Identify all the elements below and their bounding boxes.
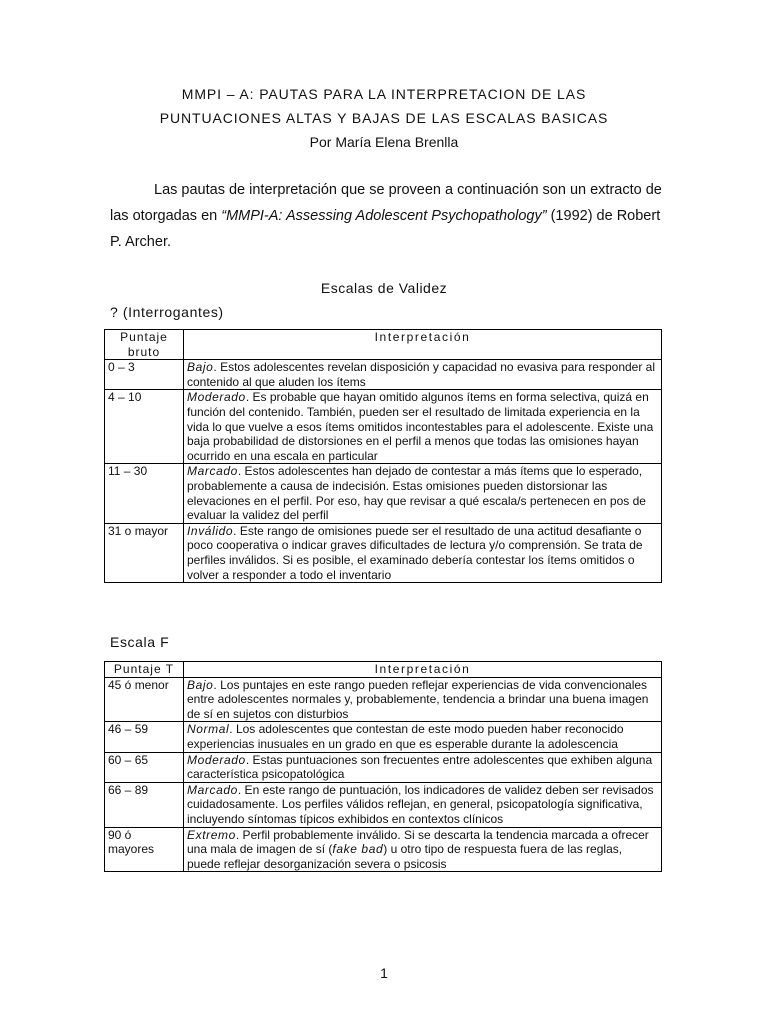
score-cell: 46 – 59: [105, 722, 184, 752]
fake-bad-term: fake bad: [332, 842, 384, 857]
table-row: [105, 677, 662, 722]
score-cell: 4 – 10: [105, 390, 184, 464]
interpretation-text: . Estas puntuaciones son frecuentes entre adolescentes que exhiben alguna característica psicopatológica: [187, 752, 653, 782]
interpretation-cell: [184, 782, 662, 827]
interpretation-text: . Estos adolescentes revelan disposición y capacidad no evasiva para responder al contenido al que aluden los ítems: [187, 360, 656, 389]
interpretation-cell: [184, 360, 662, 390]
interrogantes-title: ? (Interrogantes): [110, 304, 224, 320]
table-row: [105, 752, 662, 782]
table-row: [105, 360, 662, 390]
column-header-score: Puntaje bruto: [105, 330, 184, 360]
interpretation-cell: [184, 523, 662, 582]
interpretation-cell: [184, 722, 662, 752]
interpretation-text: . En este rango de puntuación, los indicadores de validez deben ser revisados cuidadosamente. Los perfiles válidos reflejan, en general, psicopatología significativa, incluyendo síntomas típicos exhibidos en contextos clínicos: [187, 782, 654, 826]
score-cell: 60 – 65: [105, 752, 184, 782]
intro-paragraph: [110, 177, 670, 255]
intro-text-a: Las pautas de interpretación que se proveen a continuación son un extracto de las otorgadas en: [110, 182, 662, 224]
validity-section-title: Escalas de Validez: [320, 280, 448, 296]
document-title-line-1: MMPI – A: PAUTAS PARA LA INTERPRETACION DE LAS: [181, 86, 587, 102]
level-label: Bajo: [187, 360, 214, 375]
interpretation-text: . Perfil probablemente inválido. Si se descarta la tendencia marcada a ofrecer una mala de imagen de sí (: [187, 827, 649, 857]
score-cell: 31 o mayor: [105, 523, 184, 582]
column-header-interpretation: Interpretación: [184, 330, 662, 360]
interpretation-text: . Es probable que hayan omitido algunos ítems en forma selectiva, quizá en función del contenido. También, pueden ser el resultado de limitada experiencia en la vida lo que vuelve a esos ítems omitidos incontestables para el adolescente. Existe una baja probabilidad de distorsiones en el perfil a menos que todas las omisiones hayan ocurrido en una escala en particular: [187, 390, 654, 463]
table-row: [105, 523, 662, 582]
level-label: Inválido: [187, 523, 234, 538]
table-row: [105, 722, 662, 752]
level-label: Bajo: [187, 677, 214, 692]
level-label: Moderado: [187, 390, 246, 405]
score-cell: 90 ó mayores: [105, 827, 184, 872]
column-header-score: Puntaje T: [105, 662, 184, 678]
score-cell: 11 – 30: [105, 464, 184, 523]
interpretation-cell: [184, 752, 662, 782]
document-author: Por María Elena Brenlla: [309, 134, 459, 150]
interpretation-cell: [184, 464, 662, 523]
intro-text-b: (1992) de Robert P. Archer.: [110, 208, 661, 250]
score-cell: 45 ó menor: [105, 677, 184, 722]
interrogantes-table: [104, 329, 662, 583]
level-label: Normal: [187, 722, 230, 737]
intro-book-title: “MMPI-A: Assessing Adolescent Psychopathology”: [221, 208, 547, 224]
score-cell: 66 – 89: [105, 782, 184, 827]
interpretation-text-cont: ) u otro tipo de respuesta fuera de las reglas, puede reflejar desorganización severa o psicosis: [187, 842, 623, 871]
level-label: Marcado: [187, 782, 238, 797]
escala-f-title: Escala F: [110, 634, 170, 650]
interpretation-text: . Este rango de omisiones puede ser el resultado de una actitud desafiante o poco cooperativa o indicar graves dificultades de lectura y/o comprensión. Se trata de perfiles inválidos. Si es posible, el examinado debería contestar los ítems omitidos o volver a responder a todo el inventario: [187, 523, 643, 582]
table-header-row: [105, 330, 662, 360]
table-header-row: [105, 662, 662, 678]
table-row: [105, 390, 662, 464]
table-row: [105, 782, 662, 827]
level-label: Marcado: [187, 464, 238, 479]
table-row: [105, 464, 662, 523]
interpretation-cell: [184, 827, 662, 872]
page-number: 1: [380, 965, 388, 981]
column-header-interpretation: Interpretación: [184, 662, 662, 678]
level-label: Extremo: [187, 827, 236, 842]
table-row: [105, 827, 662, 872]
interpretation-text: . Los adolescentes que contestan de este modo pueden haber reconocido experiencias inusuales en un grado en que es esperable durante la adolescencia: [187, 722, 624, 751]
interpretation-cell: [184, 677, 662, 722]
level-label: Moderado: [187, 752, 246, 767]
interpretation-text: . Los puntajes en este rango pueden reflejar experiencias de vida convencionales entre adolescentes normales y, probablemente, tendencia a brindar una buena imagen de sí en sujetos con disturbios: [187, 677, 649, 721]
interpretation-cell: [184, 390, 662, 464]
interpretation-text: . Estos adolescentes han dejado de contestar a más ítems que lo esperado, probablemente a causa de indecisión. Estas omisiones pueden distorsionar las elevaciones en el perfil. Por eso, hay que revisar a qué escala/s pertenecen en pos de evaluar la validez del perfil: [187, 464, 646, 523]
document-title-line-2: PUNTUACIONES ALTAS Y BAJAS DE LAS ESCALAS BASICAS: [159, 110, 609, 126]
escala-f-table: [104, 661, 662, 872]
score-cell: 0 – 3: [105, 360, 184, 390]
